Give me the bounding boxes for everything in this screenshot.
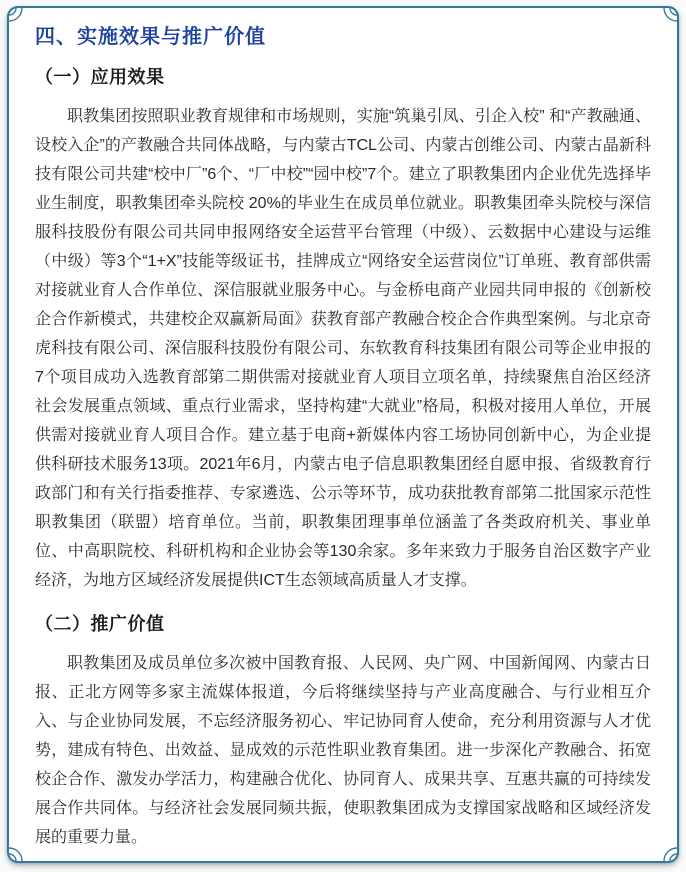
document-card — [7, 6, 679, 863]
corner-ornament-top-right-icon — [654, 7, 678, 31]
corner-ornament-top-left-icon — [8, 7, 32, 31]
corner-ornament-bottom-left-icon — [8, 838, 32, 862]
corner-ornament-bottom-right-icon — [654, 838, 678, 862]
section-paragraph-application-effects: 职教集团按照职业教育规律和市场规则，实施“筑巢引凤、引企入校” 和“产教融通、设校入企”的产教融合共同体战略，与内蒙古TCL公司、内蒙古创维公司、内蒙古晶新科技有限公司共建“校中厂”6个、“厂中校”“园中校”7个。建立了职教集团内企业优先选择毕业生制度，职教集团牵头院校 20%的毕业生在成员单位就业。职教集团牵头院校与深信服科技股份有限公司共同申报网络安全运营平台管理（中级）、云数据中心建设与运维（中级）等3个“1+X”技能等级证书，挂牌成立“网络安全运营岗位”订单班、教育部供需对接就业育人合作单位、深信服就业服务中心。与金桥电商产业园共同申报的《创新校企合作新模式，共建校企双赢新局面》获教育部产教融合校企合作典型案例。与北京奇虎科技有限公司、深信服科技股份有限公司、东软教育科技集团有限公司等企业申报的7个项目成功入选教育部第二期供需对接就业育人项目立项名单，持续聚焦自治区经济社会发展重点领域、重点行业需求，坚持构建“大就业”格局，积极对接用人单位，开展供需对接就业育人项目合作。建立基于电商+新媒体内容工场协同创新中心，为企业提供科研技术服务13项。2021年6月，内蒙古电子信息职教集团经自愿申报、省级教育行政部门和有关行指委推荐、专家遴选、公示等环节，成功获批教育部第二批国家示范性职教集团（联盟）培育单位。当前，职教集团理事单位涵盖了各类政府机关、事业单位、中高职院校、科研机构和企业协会等130余家。多年来致力于服务自治区数字产业经济，为地方区域经济发展提供ICT生态领域高质量人才支撑。 — [35, 108, 651, 589]
section-paragraph-promotion-value: 职教集团及成员单位多次被中国教育报、人民网、央广网、中国新闻网、内蒙古日报、正北方网等多家主流媒体报道，今后将继续坚持与产业高度融合、与行业相互介入、与企业协同发展，不忘经济服务初心、牢记协同育人使命，充分利用资源与人才优势，建成有特色、出效益、显成效的示范性职业教育集团。进一步深化产教融合、拓宽校企合作、激发办学活力，构建融合优化、协同育人、成果共享、互惠共赢的可持续发展合作共同体。与经济社会发展同频共振，使职教集团成为支撑国家战略和区域经济发展的重要力量。 — [35, 655, 651, 846]
section-heading-application-effects: （一）应用效果 — [35, 67, 165, 87]
document-title: 四、实施效果与推广价值 — [35, 26, 266, 48]
section-heading-promotion-value: （二）推广价值 — [35, 614, 165, 634]
